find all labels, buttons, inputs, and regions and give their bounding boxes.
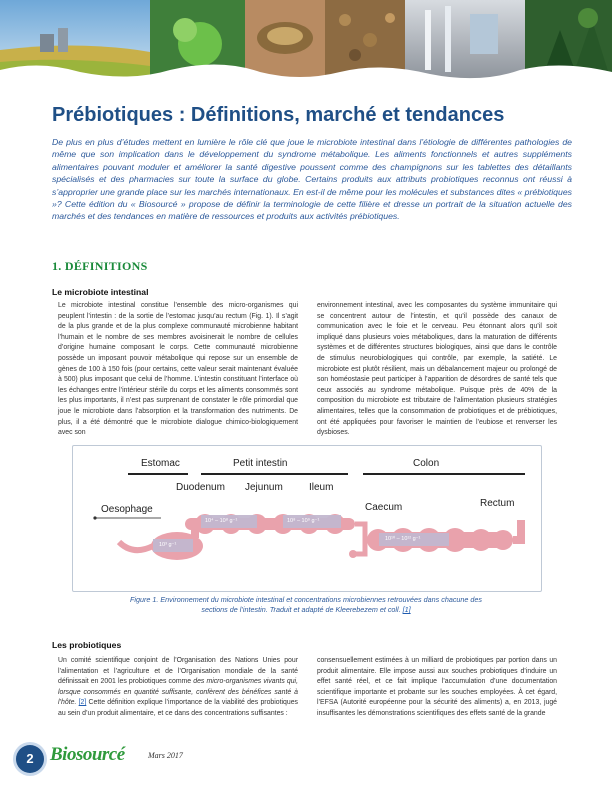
article-lead: De plus en plus d’études mettent en lumière le rôle clé que joue le microbiote intestinal dans l’étiologie de différentes pathologies de même que son implication dans le développement du syndrome métabolique. Les aliments fonctionnels et autres suppléments alimentaires pouvant moduler et améliorer la santé digestive poussent comme des champignons sur les tablettes des détaillants spécialisés et des pharmacies sur toute la surface du globe. Certains produits aux attributs probiotiques reconnus ont réussi à s’approprier une grande place sur les marchés internationaux. En est-il de même pour les molécules et substances dites « prébiotiques »? Cette édition du « Biosourcé » propose de définir la terminologie de cette filière et dresse un portrait de la situation actuelle des marchés et des tendances en matière de ressources et produits aux activités prébiotiques. [52, 137, 572, 222]
section2-text-b: Cette définition explique l’importance de la viabilité des probiotiques au sein d’un produit alimentaire, et ce dans des concentrations suffisantes : [58, 699, 298, 717]
caecum-pipe [353, 524, 365, 554]
label-duodenum: Duodenum [176, 482, 225, 493]
conc-ileum: 10⁸ – 10⁹ g⁻¹ [287, 518, 320, 524]
section2-paragraph-left [58, 656, 298, 720]
figure-caption-text: Figure 1. Environnement du microbiote intestinal et concentrations microbiennes retrouvées dans chacune des sections de l’intestin. Traduit et adapté de Kleerebezem et coll. [130, 595, 482, 614]
figure-intestine-diagram [72, 445, 542, 592]
figure-caption [130, 595, 482, 615]
article-title: Prébiotiques : Définitions, marché et tendances [52, 104, 505, 126]
label-petit-intestin: Petit intestin [233, 458, 288, 469]
figure-caption-reference-link[interactable]: [1] [402, 605, 411, 614]
label-colon: Colon [413, 458, 440, 469]
page-number-badge: 2 [16, 745, 44, 773]
issue-date: Mars 2017 [148, 751, 183, 760]
colon-segment-6 [493, 530, 513, 550]
conc-estomac: 10³ g⁻¹ [159, 542, 177, 548]
stomach-tail [119, 542, 153, 550]
header-banner [0, 0, 612, 84]
oesophage-dot [93, 516, 96, 519]
label-estomac: Estomac [141, 458, 180, 469]
label-jejunum: Jejunum [245, 482, 283, 493]
label-oesophage: Oesophage [101, 504, 153, 515]
section2-definition: des micro-organismes vivants qui, lorsque consommés en quantité suffisante, confèrent des bénéfices santé à l’hôte. [58, 678, 299, 707]
colon-segment-5 [470, 529, 492, 551]
section1-paragraph-right: environnement intestinal, avec les composantes du système immunitaire qui se concentrent autour de l’intestin, et qu’il possède des canaux de communication avec le foie et le cerveau. Peu étonnant alors qu’il soit impliqué dans plusieurs voies métaboliques, dans la maturation de différents systèmes et de différentes structures biologiques, ainsi que dans le contrôle de stimulus neurobiologiques qui contrôle, par exemple, la satiété. Le microbiote est plutôt résilient, mais un débalancement majeur ou prolongé de son homéostasie peut participer à l’apparition de désordres de santé tels que ceux associés au syndrome métabolique. Puisque près de 40% de la composition du microbiote est tributaire de l’alimentation plusieurs stratégies alimentaires, telles que la consommation de probiotiques et de prébiotiques, ont été appliquées pour favoriser le maintien de l’eubiose et renverser les dysbioses. [317, 302, 557, 437]
brand-logo: Biosourcé [50, 744, 125, 765]
section2-column-right [317, 656, 557, 720]
section1-column-left [58, 301, 298, 439]
label-ileum: Ileum [309, 482, 334, 493]
banner-collage-image [0, 0, 612, 84]
conc-colon: 10¹⁰ – 10¹² g⁻¹ [385, 536, 421, 542]
appendix [349, 550, 357, 558]
section2-column-left [58, 656, 298, 720]
label-caecum: Caecum [365, 502, 403, 513]
section1-column-right [317, 301, 557, 439]
section2-reference-link[interactable]: [2] [78, 699, 87, 707]
subheading-microbiote: Le microbiote intestinal [52, 287, 149, 297]
section1-paragraph-left: Le microbiote intestinal constitue l’ensemble des micro-organismes qui peuplent l’intestin : de la sortie de l’estomac jusqu’au rectum (Fig. 1). Il s’agit de la plus grande et de la plus complexe communauté microbienne habitant l’humain et le nombre de ses membres avoisinerait le nombre de cellules d’origine humaine composant le corps. Cette communauté microbienne possède un imposant pouvoir métabolique qui repose sur un ensemble de gènes de 100 à 150 fois (pour certains, cette valeur serait maintenant évaluée à 500) plus imposant que celui de l’homme. L’intestin constituant l’interface où les échanges entre l’intérieur stérile du corps et les aliments consommés sont les plus importants, il n’est pas surprenant de constater le rôle primordial que joue le microbiote dans l’absorption et la transformation des nutriments. De plus, il a été démontré que le microbiote dialogue chimico-biologiquement avec son [58, 302, 298, 437]
section2-text-a: Un comité scientifique conjoint de l’Organisation des Nations Unies pour l’alimentation et l’agriculture et de l’Organisation mondiale de la santé définissait en 2001 les probiotiques comme [58, 657, 298, 686]
conc-jejunum: 10⁴ – 10⁸ g⁻¹ [205, 518, 238, 524]
label-rectum: Rectum [480, 498, 515, 509]
rectum-tube [513, 520, 521, 540]
subheading-probiotiques: Les probiotiques [52, 640, 122, 650]
section2-paragraph-right: consensuellement estimées à un milliard de probiotiques par portion dans un produit alimentaire. Elle impose aussi aux souches probiotiques d’induire un effet santé réel, et ce fait implique l’accumulation d’une documentation scientifique importante et probante sur les souches employées. À cet égard, l’EFSA (Autorité européenne pour la sécurité des aliments) a, en 2013, jugé insuffisantes les démonstrations scientifiques des effets santé de la grande [317, 657, 557, 717]
section-heading-definitions: 1. DÉFINITIONS [52, 259, 148, 273]
